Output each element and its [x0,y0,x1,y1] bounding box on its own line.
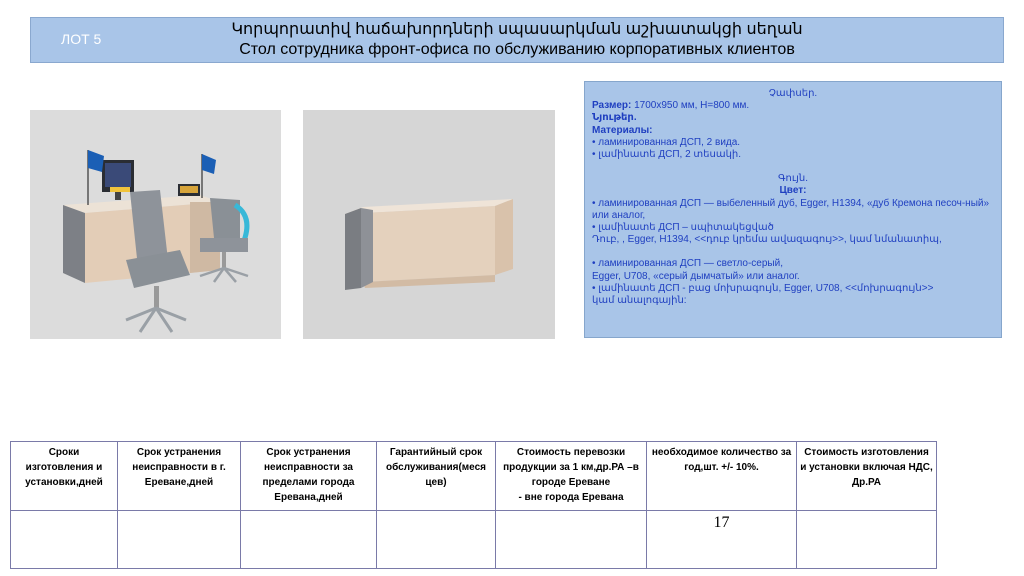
title-armenian: Կորպորատիվ հաճախորդների սպասարկման աշխատակցի սեղան [231,21,803,38]
size-label: Размер: [592,100,632,112]
color-item-1: • ламинированная ДСП — выбеленный дуб, Egger, H1394, «дуб Кремона песоч-ный» или аналог, [592,197,990,221]
table-cell[interactable] [797,511,937,569]
table-cell[interactable] [241,511,377,569]
color-item-3: Դուբ, , Egger, H1394, <<դուբ կրեմա ավազագույ>>, կամ նմանատիպ, [592,234,942,246]
quantity-cell[interactable]: 17 [647,511,797,569]
column-header: Стоимость изготовления и установки включая НДС, Др.РА [797,442,937,511]
color-item-5: Egger, U708, «серый дымчатый» или аналог. [592,270,800,282]
table-cell[interactable] [377,511,496,569]
column-header: Срок устранения неисправности в г. Ереване,дней [118,442,241,511]
color-item-6: • լամինատե ДСП - բաց մոխրագույն, Egger, U708, <<մոխրագույն>> [592,282,934,294]
transport-header-line1: Стоимость перевозки продукции за 1 км,др.РА –в городе Ереване [503,447,639,488]
color-heading-am: Գույն. [777,173,809,185]
table-row [11,511,937,569]
column-header: Гарантийный срок обслуживания(меся цев) [377,442,496,511]
column-header: необходимое количество за год,шт. +/- 10%. [647,442,797,511]
page-title [31,20,1003,60]
color-heading-ru: Цвет: [779,185,807,197]
column-header: Срок устранения неисправности за пределами города Еревана,дней [241,442,377,511]
size-line [592,100,994,112]
material-item-ru: • ламинированная ДСП, 2 вида. [592,136,741,148]
title-russian: Стол сотрудника фронт-офиса по обслуживанию корпоративных клиентов [239,41,795,58]
size-value: 1700x950 мм, H=800 мм. [634,100,750,112]
table-cell[interactable] [118,511,241,569]
materials-heading-ru: Материалы: [592,124,653,136]
column-header-transport [496,442,647,511]
color-item-7: կամ անալոգային: [592,295,687,307]
desk-only-image [303,110,555,339]
material-item-am: • լամինատե ДСП, 2 տեսակի. [592,149,742,161]
pricing-table [10,441,937,569]
column-header: Сроки изготовления и установки,дней [11,442,118,511]
lot-header [30,17,1004,63]
table-cell[interactable] [496,511,647,569]
color-item-4: • ламинированная ДСП — светло-серый, [592,258,783,270]
color-item-2: • լամինատե ДСП – սպիտակեցված [592,222,774,234]
table-cell[interactable] [11,511,118,569]
table-header-row [11,442,937,511]
dimensions-heading-am: Չափսեր. [768,88,818,99]
lot-label: ЛОТ 5 [61,31,102,47]
desk-with-chairs-image [30,110,281,339]
specifications-panel [584,81,1002,338]
transport-header-line2: - вне города Еревана [518,492,624,503]
materials-heading-am: Նյութեր. [592,112,637,124]
